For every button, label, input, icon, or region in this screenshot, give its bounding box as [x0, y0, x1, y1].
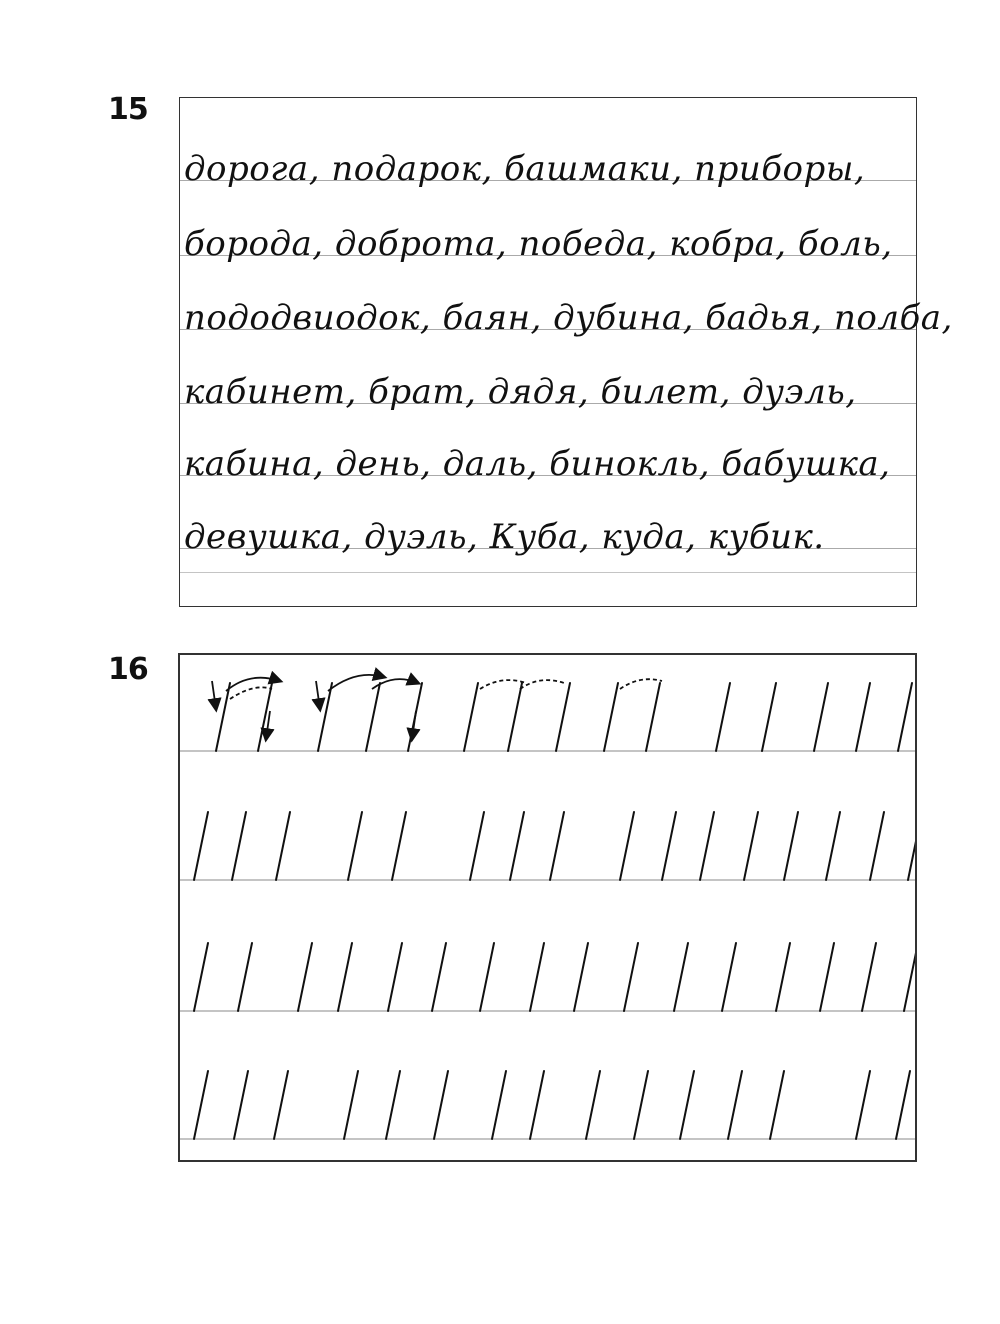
slant-stroke: [194, 943, 208, 1011]
cursive-line-1: дорога, подарок, башмаки, приборы,: [184, 149, 866, 189]
cursive-line-5: кабина, день, даль, бинокль, бабушка,: [184, 444, 891, 484]
slant-stroke: [508, 683, 522, 751]
slant-stroke: [432, 943, 446, 1011]
slant-stroke: [674, 943, 688, 1011]
slant-stroke: [624, 943, 638, 1011]
cursive-line-4: кабинет, брат, дядя, билет, дуэль,: [184, 372, 857, 412]
slant-stroke: [662, 812, 676, 880]
slant-stroke: [722, 943, 736, 1011]
slant-stroke: [344, 1071, 358, 1139]
exercise-number-16: 16: [108, 652, 148, 687]
dashed-arc: [480, 680, 526, 689]
slant-stroke: [274, 1071, 288, 1139]
slant-stroke: [770, 1071, 784, 1139]
stroke-direction-arrow: [316, 681, 320, 709]
slant-stroke: [388, 943, 402, 1011]
slant-stroke: [338, 943, 352, 1011]
slant-stroke: [298, 943, 312, 1011]
slant-stroke: [700, 812, 714, 880]
slant-stroke: [728, 1071, 742, 1139]
slant-stroke: [574, 943, 588, 1011]
slant-stroke: [392, 812, 406, 880]
guide-line: [180, 572, 916, 573]
slant-stroke: [604, 683, 618, 751]
dashed-arc: [230, 687, 272, 699]
slant-stroke: [856, 1071, 870, 1139]
slant-stroke: [216, 683, 230, 751]
exercise-16-box: [178, 653, 917, 1162]
slant-stroke: [510, 812, 524, 880]
slant-stroke: [870, 812, 884, 880]
slant-stroke: [896, 1071, 910, 1139]
dashed-arc: [620, 679, 662, 689]
slant-stroke: [620, 812, 634, 880]
dashed-arc: [520, 680, 564, 689]
slant-stroke: [898, 683, 912, 751]
stroke-direction-arrow: [328, 675, 384, 691]
slant-stroke: [762, 683, 776, 751]
slant-stroke: [646, 683, 660, 751]
slant-stroke: [480, 943, 494, 1011]
slant-stroke: [470, 812, 484, 880]
slant-stroke: [232, 812, 246, 880]
cursive-line-3: пододвиодок, баян, дубина, бадья, полба,: [184, 298, 953, 338]
slant-stroke: [820, 943, 834, 1011]
slant-stroke: [366, 683, 380, 751]
slant-stroke: [634, 1071, 648, 1139]
slant-stroke: [238, 943, 252, 1011]
slant-stroke: [744, 812, 758, 880]
slant-stroke: [904, 943, 915, 1011]
cursive-line-6: девушка, дуэль, Куба, куда, кубик.: [184, 517, 825, 557]
slant-stroke: [530, 1071, 544, 1139]
slant-stroke: [776, 943, 790, 1011]
slant-stroke: [814, 683, 828, 751]
slant-stroke: [464, 683, 478, 751]
slant-stroke: [908, 812, 915, 880]
slant-stroke: [276, 812, 290, 880]
exercise-number-15: 15: [108, 92, 148, 127]
slant-stroke: [318, 683, 332, 751]
slant-stroke: [826, 812, 840, 880]
slant-stroke: [784, 812, 798, 880]
slant-stroke: [194, 812, 208, 880]
slant-stroke-grid: [180, 655, 915, 1160]
slant-stroke: [348, 812, 362, 880]
slant-stroke: [530, 943, 544, 1011]
slant-stroke: [550, 812, 564, 880]
slant-stroke: [856, 683, 870, 751]
stroke-direction-arrow: [212, 681, 216, 709]
exercise-15-box: [179, 97, 953, 607]
slant-stroke: [556, 683, 570, 751]
stroke-direction-arrow: [266, 711, 270, 739]
slant-stroke: [492, 1071, 506, 1139]
slant-stroke: [434, 1071, 448, 1139]
slant-stroke: [386, 1071, 400, 1139]
slant-stroke: [862, 943, 876, 1011]
slant-stroke: [680, 1071, 694, 1139]
slant-stroke: [716, 683, 730, 751]
slant-stroke: [234, 1071, 248, 1139]
cursive-line-2: борода, доброта, победа, кобра, боль,: [184, 224, 893, 264]
slant-stroke: [194, 1071, 208, 1139]
slant-stroke: [586, 1071, 600, 1139]
